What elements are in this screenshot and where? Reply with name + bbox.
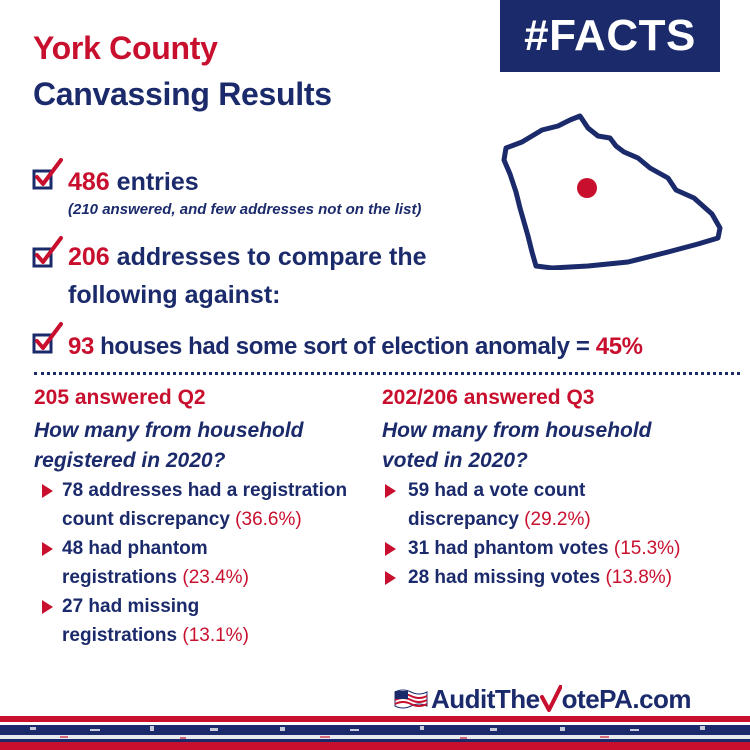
left-column-question-line1: How many from household [34, 419, 304, 442]
stat-anomaly-percent: 45% [595, 333, 643, 360]
stat-addresses-text: addresses to compare the [109, 243, 427, 271]
left-item-2-line2: registrations [62, 567, 183, 588]
bullet-triangle-icon [42, 600, 53, 614]
stat-anomaly-number: 93 [68, 333, 94, 360]
flag-checkmark-icon [540, 685, 562, 713]
logo-text-part1: AuditThe [431, 683, 540, 714]
right-item-3-text: 28 had missing votes [408, 567, 606, 588]
stat-anomaly-text: houses had some sort of election anomaly = [93, 333, 596, 360]
checkbox-check-icon [31, 158, 67, 194]
page-title-line1: York County [33, 30, 218, 66]
right-column-heading: 202/206 answered Q3 [382, 386, 595, 409]
flag-icon [394, 688, 428, 710]
left-item-1-line2: count discrepancy [62, 509, 236, 530]
left-item-3-percent: (13.1%) [182, 625, 249, 646]
stat-entries-number: 486 [68, 168, 110, 196]
bullet-triangle-icon [42, 542, 53, 556]
left-item-1-line1: 78 addresses had a registration [62, 480, 348, 501]
left-item-2 [62, 534, 249, 592]
left-column-question-line2: registered in 2020? [34, 449, 226, 472]
left-item-3-line1: 27 had missing [62, 596, 200, 617]
right-column-question-line1: How many from household [382, 419, 652, 442]
right-item-1 [408, 476, 591, 534]
bullet-triangle-icon [385, 571, 396, 585]
right-item-3-percent: (13.8%) [605, 567, 672, 588]
right-item-2-text: 31 had phantom votes [408, 538, 614, 559]
left-item-3-line2: registrations [62, 625, 183, 646]
checkbox-check-icon [31, 322, 67, 358]
left-item-3 [62, 592, 249, 650]
checkbox-check-icon [31, 236, 67, 272]
right-item-1-percent: (29.2%) [524, 509, 591, 530]
audit-the-vote-logo [394, 684, 691, 714]
county-map-icon [498, 112, 726, 270]
left-item-2-percent: (23.4%) [182, 567, 249, 588]
bullet-triangle-icon [385, 484, 396, 498]
right-item-2-percent: (15.3%) [613, 538, 681, 559]
location-dot [577, 178, 597, 198]
dotted-divider [34, 372, 740, 375]
right-item-3 [408, 563, 672, 592]
right-column-question-line2: voted in 2020? [382, 449, 528, 472]
right-item-1-line1: 59 had a vote count [408, 480, 586, 501]
left-item-1 [62, 476, 347, 534]
stat-entries-text: entries [109, 168, 199, 196]
stat-anomaly [68, 333, 643, 361]
stat-entries-sub: (210 answered, and few addresses not on the list) [68, 201, 422, 218]
left-item-2-line1: 48 had phantom [62, 538, 208, 559]
bullet-triangle-icon [385, 542, 396, 556]
facts-badge: #FACTS [500, 0, 720, 72]
stat-addresses-number: 206 [68, 243, 110, 271]
left-item-1-percent: (36.6%) [235, 509, 302, 530]
stat-addresses-line2: following against: [68, 281, 281, 309]
right-item-2 [408, 534, 680, 563]
bullet-triangle-icon [42, 484, 53, 498]
bottom-stripe-band [0, 716, 750, 750]
page-title-line2: Canvassing Results [33, 76, 332, 112]
stat-entries [68, 168, 199, 197]
left-column-heading: 205 answered Q2 [34, 386, 206, 409]
logo-text-part2: otePA.com [561, 683, 692, 714]
stat-addresses [68, 243, 427, 272]
right-item-1-line2: discrepancy [408, 509, 525, 530]
